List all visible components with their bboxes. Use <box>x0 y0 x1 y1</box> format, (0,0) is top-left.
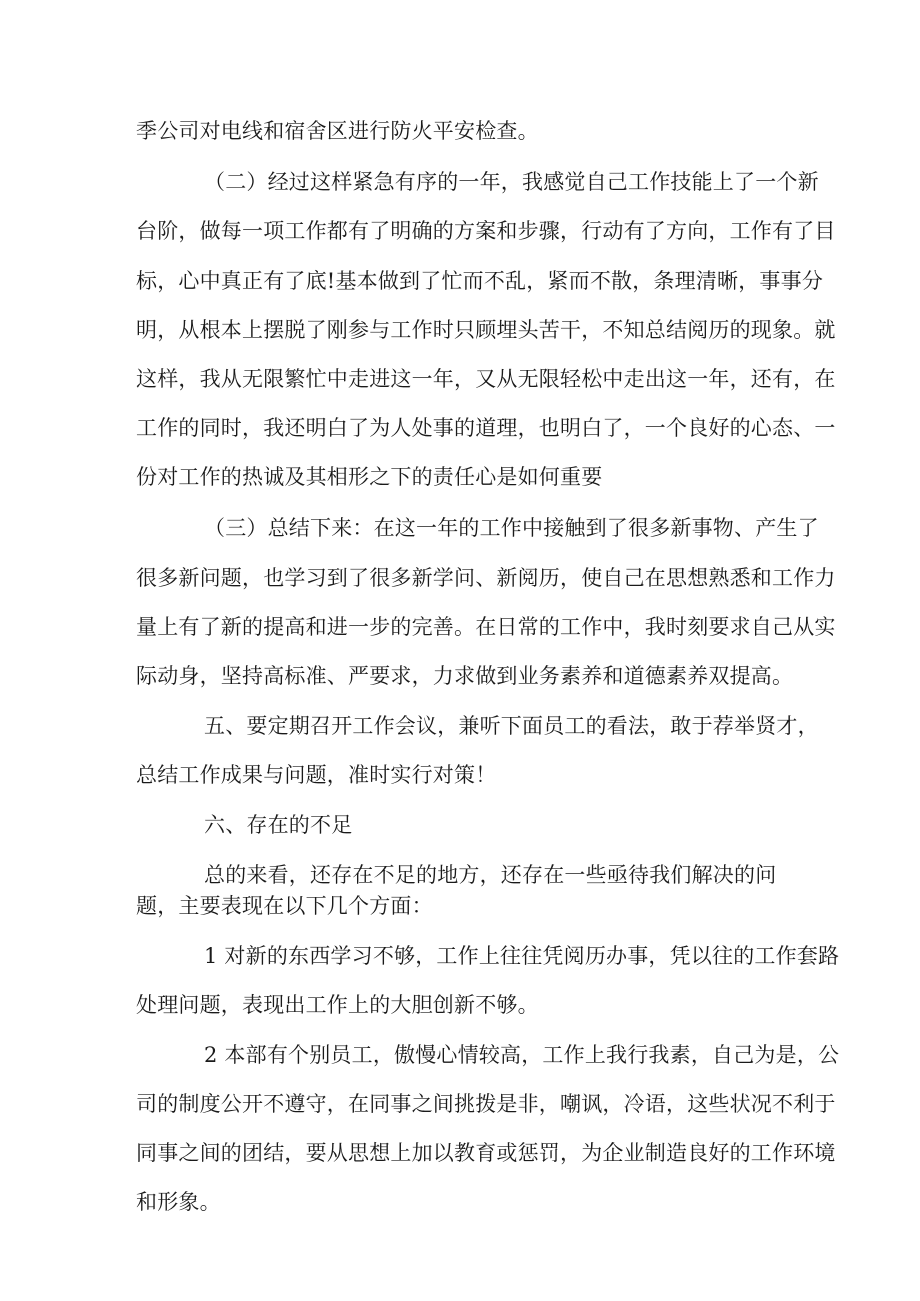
list-item-first-line: 1 对新的东西学习不够，工作上往往凭阅历办事，凭以往的工作套路 <box>204 944 840 968</box>
paragraph-first-line: （三）总结下来：在这一年的工作中接触到了很多新事物、产生了 <box>204 516 819 540</box>
text-line: 很多新问题，也学习到了很多新学问、新阅历，使自己在思想熟悉和工作力 <box>136 566 836 590</box>
section-heading: 六、存在的不足 <box>204 813 353 837</box>
text-line: 这样，我从无限繁忙中走进这一年，又从无限轻松中走出这一年，还有，在 <box>136 367 836 391</box>
list-item-first-line: 2 本部有个别员工，傲慢心情较高，工作上我行我素，自己为是，公 <box>204 1043 840 1067</box>
text-line: 台阶，做每一项工作都有了明确的方案和步骤，行动有了方向，工作有了目 <box>136 219 836 243</box>
paragraph-first-line: 五、要定期召开工作会议，兼听下面员工的看法，敢于荐举贤才， <box>204 714 819 738</box>
text-line: 题，主要表现在以下几个方面： <box>136 894 433 918</box>
text-line: 同事之间的团结，要从思想上加以教育或惩罚，为企业制造良好的工作环境 <box>136 1141 836 1165</box>
paragraph-first-line: 总的来看，还存在不足的地方，还存在一些亟待我们解决的问 <box>204 863 777 887</box>
text-line: 明，从根本上摆脱了刚参与工作时只顾埋头苦干，不知总结阅历的现象。就 <box>136 318 836 342</box>
text-line: 季公司对电线和宿舍区进行防火平安检查。 <box>136 119 539 143</box>
text-line: 处理问题，表现出工作上的大胆创新不够。 <box>136 993 539 1017</box>
text-line: 量上有了新的提高和进一步的完善。在日常的工作中，我时刻要求自己从实 <box>136 615 836 639</box>
text-line: 总结工作成果与问题，准时实行对策！ <box>136 763 497 787</box>
text-line: 和形象。 <box>136 1190 221 1214</box>
text-line: 司的制度公开不遵守，在同事之间挑拨是非，嘲讽，冷语，这些状况不利于 <box>136 1092 836 1116</box>
text-line: 标，心中真正有了底!基本做到了忙而不乱，紧而不散，条理清晰，事事分 <box>136 269 824 293</box>
paragraph-first-line: （二）经过这样紧急有序的一年，我感觉自己工作技能上了一个新 <box>204 170 819 194</box>
text-line: 际动身，坚持高标准、严要求，力求做到业务素养和道德素养双提高。 <box>136 664 794 688</box>
text-line: 份对工作的热诚及其相形之下的责任心是如何重要 <box>136 465 603 489</box>
text-line: 工作的同时，我还明白了为人处事的道理，也明白了，一个良好的心态、一 <box>136 416 836 440</box>
